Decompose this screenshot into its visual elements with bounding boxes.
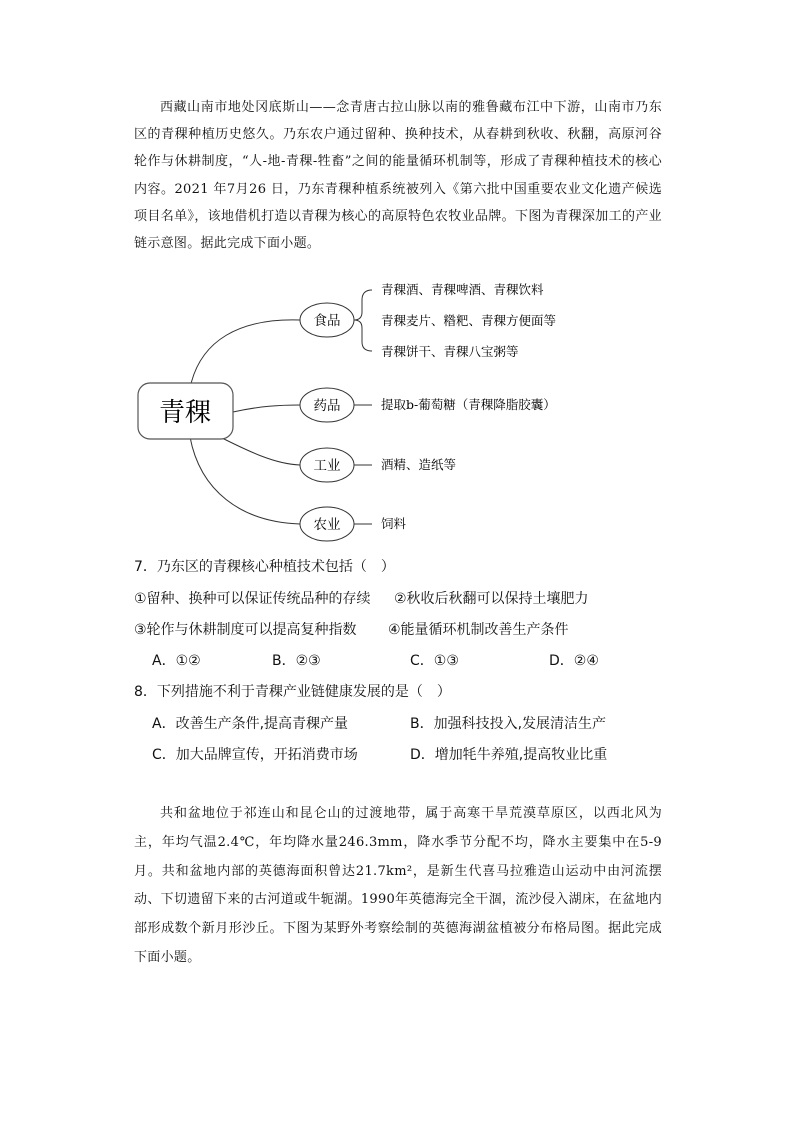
category-label-food: 食品 — [313, 313, 341, 329]
passage-2: 共和盆地位于祁连山和昆仑山的过渡地带，属于高寒干旱荒漠草原区，以西北风为主，年均气温2.4℃，年均降水量246.3mm，降水季节分配不均，降水主要集中在5-9月。共和盆地内部的英德海面积曾达21.7km²，是新生代喜马拉雅造山运动中由河流摆动、下切遗留下来的古河道或牛轭湖。1990年英德海完全干涸，流沙侵入湖床，在盆地内部形成数个新月形沙丘。下图为某野外考察绘制的英德海湖盆植被分布格局图。据此完成下面小题。 — [134, 806, 662, 965]
connector-industry — [220, 437, 300, 465]
industry-chain-diagram — [0, 0, 794, 560]
q7-stem: 7．乃东区的青稞核心种植技术包括（ ） — [134, 559, 395, 575]
connector-medicine — [233, 405, 300, 412]
food-brace — [354, 290, 372, 351]
food-item-1: 青稞酒、青稞啤酒、青稞饮料 — [381, 282, 544, 297]
medicine-item-1: 提取b-葡萄糖（青稞降脂胶囊） — [381, 397, 556, 412]
q8-option-b[interactable]: B．加强科技投入,发展清洁生产 — [410, 716, 607, 732]
q8-option-a[interactable]: A．改善生产条件,提高青稞产量 — [152, 716, 349, 732]
q8-stem: 8．下列措施不利于青稞产业链健康发展的是（ ） — [134, 684, 451, 700]
q7-statement-3: ③轮作与休耕制度可以提高复种指数 — [134, 622, 357, 638]
category-label-medicine: 药品 — [313, 398, 341, 414]
connector-food — [190, 320, 300, 388]
q8-option-d[interactable]: D．增加牦牛养殖,提高牧业比重 — [410, 747, 608, 763]
q7-option-b[interactable]: B．②③ — [272, 653, 321, 669]
q7-statement-1: ①留种、换种可以保证传统品种的存续 — [134, 591, 371, 607]
category-label-agriculture: 农业 — [313, 517, 341, 533]
food-item-2: 青稞麦片、糌粑、青稞方便面等 — [381, 313, 557, 328]
agriculture-item-1: 饲料 — [381, 516, 407, 531]
q7-option-a[interactable]: A．①② — [152, 653, 201, 669]
q7-statement-2: ②秋收后秋翻可以保持土壤肥力 — [394, 591, 589, 607]
passage-1: 西藏山南市地处冈底斯山——念青唐古拉山脉以南的雅鲁藏布江中下游，山南市乃东区的青稞种植历史悠久。乃东农户通过留种、换种技术，从春耕到秋收、秋翻，高原河谷轮作与休耕制度，“人-地-青稞-牲畜”之间的能量循环机制等，形成了青稞种植技术的核心内容。2021 年7月26 日，乃东青稞种植系统被列入《第六批中国重要农业文化遗产候选项目名单》，该地借机打造以青稞为核心的高原特色农牧业品牌。下图为青稞深加工的产业链示意图。据此完成下面小题。 — [134, 100, 662, 252]
connector-agriculture — [190, 437, 300, 524]
food-item-3: 青稞饼干、青稞八宝粥等 — [381, 344, 519, 359]
category-label-industry: 工业 — [313, 458, 341, 474]
q7-option-c[interactable]: C．①③ — [410, 653, 459, 669]
industry-item-1: 酒精、造纸等 — [381, 457, 457, 472]
center-node-label: 青稞 — [158, 398, 212, 428]
q8-option-c[interactable]: C．加大品牌宣传，开拓消费市场 — [152, 747, 358, 763]
q7-statement-4: ④能量循环机制改善生产条件 — [388, 622, 569, 638]
q7-option-d[interactable]: D．②④ — [549, 653, 599, 669]
